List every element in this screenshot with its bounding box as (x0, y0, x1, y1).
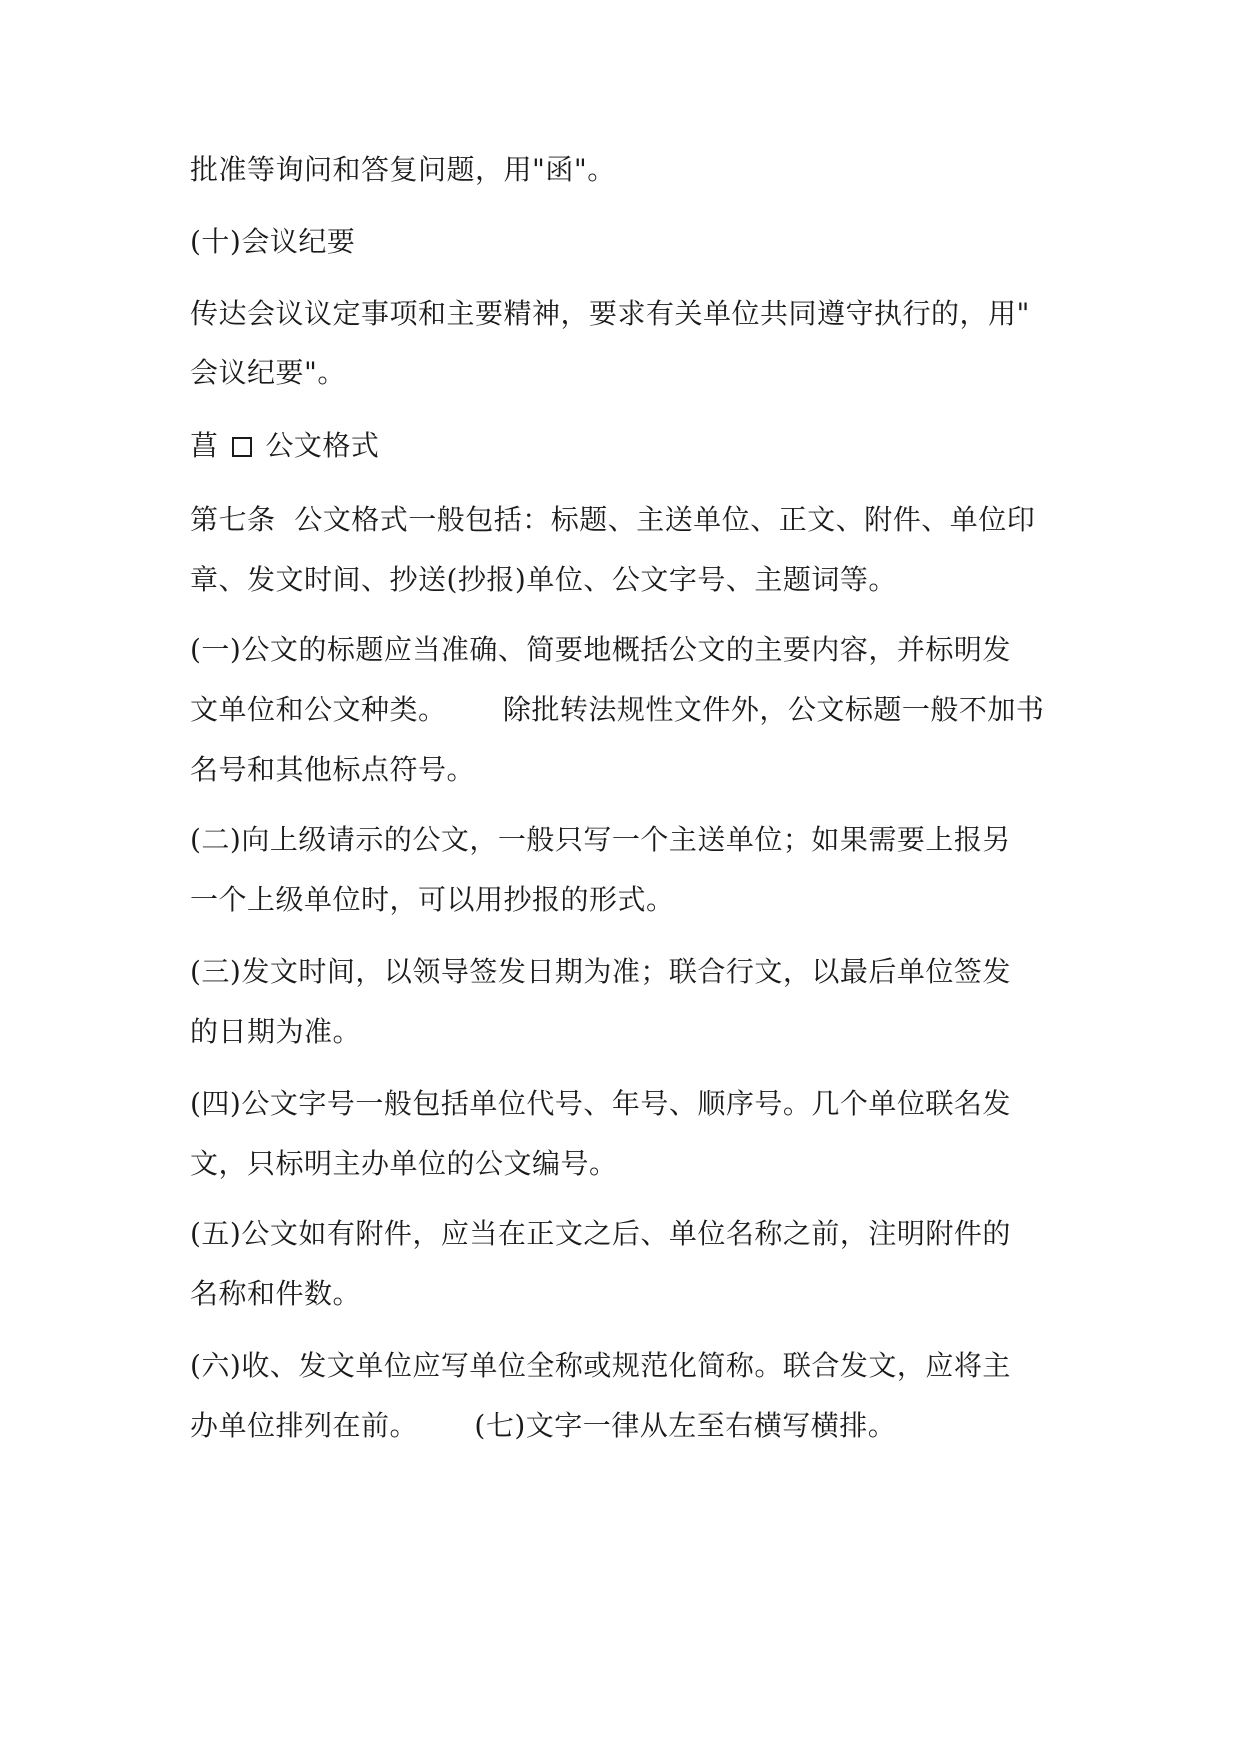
text-line: 传达会议议定事项和主要精神，要求有关单位共同遵守执行的，用" (190, 297, 1030, 330)
chapter-title: 公文格式 (265, 429, 380, 462)
text-line: 的日期为准。 (190, 1015, 362, 1048)
text-line: (四)公文字号一般包括单位代号、年号、顺序号。几个单位联名发 (190, 1087, 1011, 1120)
text-line: 名称和件数。 (190, 1277, 362, 1310)
text-line: 第七条 公文格式一般包括：标题、主送单位、正文、附件、单位印 (190, 503, 1036, 536)
text-line: 一个上级单位时，可以用抄报的形式。 (190, 883, 675, 916)
text-line: (一)公文的标题应当准确、简要地概括公文的主要内容，并标明发 (190, 633, 1011, 666)
heading-prefix: 菖 (190, 429, 219, 462)
text-line: 文单位和公文种类。 除批转法规性文件外，公文标题一般不加书 (190, 693, 1045, 726)
text-line: (六)收、发文单位应写单位全称或规范化简称。联合发文，应将主 (190, 1349, 1011, 1382)
text-line: (三)发文时间，以领导签发日期为准；联合行文，以最后单位签发 (190, 955, 1011, 988)
text-line: 名号和其他标点符号。 (190, 753, 476, 786)
text-line: 会议纪要"。 (190, 356, 346, 389)
text-line: 文，只标明主办单位的公文编号。 (190, 1147, 618, 1180)
chapter-heading (190, 426, 379, 466)
text-line: 办单位排列在前。 (七)文字一律从左至右横写横排。 (190, 1409, 897, 1442)
text-line: (二)向上级请示的公文，一般只写一个主送单位；如果需要上报另 (190, 823, 1011, 856)
placeholder-box-icon (232, 437, 252, 457)
section-heading: (十)会议纪要 (190, 225, 356, 258)
text-line: (五)公文如有附件，应当在正文之后、单位名称之前，注明附件的 (190, 1217, 1011, 1250)
text-line: 章、发文时间、抄送(抄报)单位、公文字号、主题词等。 (190, 563, 897, 596)
text-line: 批准等询问和答复问题，用"函"。 (190, 153, 616, 186)
